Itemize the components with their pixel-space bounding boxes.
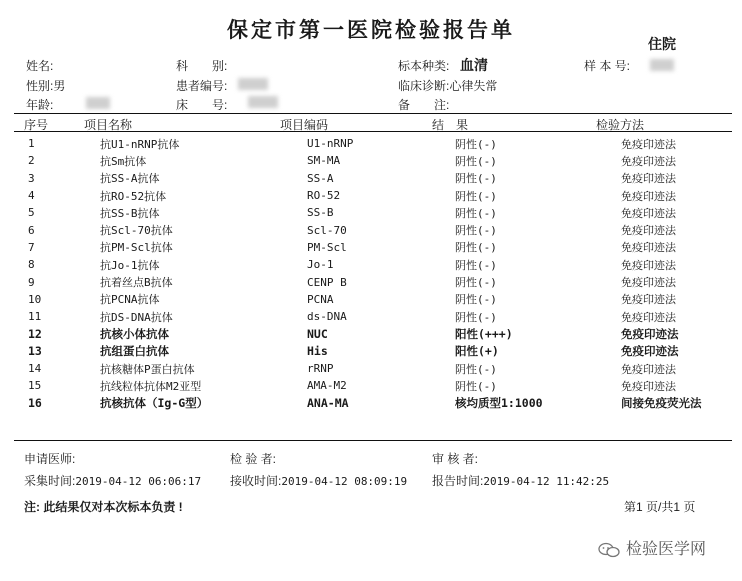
table-row xyxy=(0,204,741,221)
row-method: 免疫印迹法 xyxy=(621,258,676,272)
row-result: 阴性(-) xyxy=(455,293,497,307)
row-name: 抗SS-A抗体 xyxy=(100,172,160,186)
table-row xyxy=(0,343,741,360)
sex-value: 男 xyxy=(53,79,66,93)
report-title: 保定市第一医院检验报告单 xyxy=(227,18,515,42)
row-result: 阳性(+++) xyxy=(455,326,513,341)
col-code: 项目编码 xyxy=(280,118,329,132)
table-row xyxy=(0,325,741,342)
report-time: 2019-04-12 11:42:25 xyxy=(483,475,610,488)
table-row xyxy=(0,221,741,238)
row-code: SM-MA xyxy=(307,154,341,168)
sex-label: 性别:男 xyxy=(26,79,66,93)
collect-time-row xyxy=(24,472,201,489)
row-name: 抗U1-nRNP抗体 xyxy=(100,137,180,151)
tester-label: 检 验 者: xyxy=(230,452,277,466)
row-code: RO-52 xyxy=(307,189,341,203)
diagnosis-label: 临床诊断:心律失常 xyxy=(398,79,498,93)
table-row xyxy=(0,291,741,308)
row-method: 免疫印迹法 xyxy=(621,276,676,290)
row-no: 8 xyxy=(28,258,35,272)
footer-top-rule xyxy=(14,440,732,441)
row-result: 核均质型1:1000 xyxy=(455,396,543,411)
row-name: 抗核糖体P蛋白抗体 xyxy=(100,362,195,376)
row-no: 2 xyxy=(28,154,35,168)
row-method: 免疫印迹法 xyxy=(621,293,676,307)
row-method: 免疫印迹法 xyxy=(621,224,676,238)
report-time-row xyxy=(432,472,609,489)
row-result: 阴性(-) xyxy=(455,241,497,255)
col-name: 项目名称 xyxy=(84,118,133,132)
bed-label: 床 号: xyxy=(176,98,228,112)
row-method: 免疫印迹法 xyxy=(621,326,679,341)
row-result: 阴性(-) xyxy=(455,276,497,290)
row-code: AMA-M2 xyxy=(307,379,347,393)
results-table xyxy=(0,135,741,412)
receive-label: 接收时间: xyxy=(230,474,282,488)
collect-label: 采集时间: xyxy=(24,474,76,488)
table-row xyxy=(0,170,741,187)
row-result: 阴性(-) xyxy=(455,379,497,393)
report-label: 报告时间: xyxy=(432,474,484,488)
row-method: 免疫印迹法 xyxy=(621,379,676,393)
header-top-rule xyxy=(14,113,732,114)
row-name: 抗着丝点B抗体 xyxy=(100,276,173,290)
table-row xyxy=(0,394,741,411)
watermark xyxy=(598,536,706,559)
row-result: 阴性(-) xyxy=(455,310,497,324)
row-code: Jo-1 xyxy=(307,258,334,272)
dept-label: 科 别: xyxy=(176,59,228,73)
remark-label: 备 注: xyxy=(398,98,450,112)
wechat-icon xyxy=(598,542,620,558)
row-code: PCNA xyxy=(307,292,334,306)
row-code: NUC xyxy=(307,326,328,341)
row-no: 7 xyxy=(28,240,35,254)
collect-time: 2019-04-12 06:06:17 xyxy=(75,475,202,488)
table-row xyxy=(0,360,741,377)
row-method: 间接免疫荧光法 xyxy=(621,396,702,411)
row-no: 12 xyxy=(28,326,42,341)
row-name: 抗Scl-70抗体 xyxy=(100,224,173,238)
page-indicator: 第1 页/共1 页 xyxy=(624,500,696,514)
specimen-label: 标本种类: xyxy=(398,59,450,73)
row-name: 抗PM-Scl抗体 xyxy=(100,241,173,255)
row-result: 阴性(-) xyxy=(455,189,497,203)
row-method: 免疫印迹法 xyxy=(621,310,676,324)
row-no: 4 xyxy=(28,189,35,203)
table-row xyxy=(0,377,741,394)
row-result: 阴性(-) xyxy=(455,362,497,376)
table-row xyxy=(0,273,741,290)
row-code: Scl-70 xyxy=(307,223,347,237)
specimen-value: 血清 xyxy=(460,57,488,73)
results-body xyxy=(0,135,741,412)
row-method: 免疫印迹法 xyxy=(621,241,676,255)
row-method: 免疫印迹法 xyxy=(621,137,676,151)
row-name: 抗PCNA抗体 xyxy=(100,293,160,307)
receive-time-row xyxy=(230,472,407,489)
row-code: PM-Scl xyxy=(307,240,347,254)
age-label: 年龄: xyxy=(26,98,54,112)
table-row xyxy=(0,239,741,256)
table-row xyxy=(0,152,741,169)
receive-time: 2019-04-12 08:09:19 xyxy=(281,475,408,488)
table-row xyxy=(0,308,741,325)
row-method: 免疫印迹法 xyxy=(621,362,676,376)
row-result: 阴性(-) xyxy=(455,137,497,151)
row-result: 阴性(-) xyxy=(455,172,497,186)
row-method: 免疫印迹法 xyxy=(621,154,676,168)
row-name: 抗组蛋白抗体 xyxy=(100,344,169,359)
row-method: 免疫印迹法 xyxy=(621,189,676,203)
col-result: 结 果 xyxy=(432,118,469,132)
table-row xyxy=(0,187,741,204)
col-method: 检验方法 xyxy=(596,118,645,132)
row-result: 阴性(-) xyxy=(455,154,497,168)
diagnosis-value: 心律失常 xyxy=(449,79,498,93)
row-method: 免疫印迹法 xyxy=(621,344,679,359)
row-result: 阳性(+) xyxy=(455,344,499,359)
name-label: 姓名: xyxy=(26,59,54,73)
patient-no-label: 患者编号: xyxy=(176,79,228,93)
redacted-patient-no xyxy=(238,78,268,90)
row-no: 9 xyxy=(28,275,35,289)
row-no: 5 xyxy=(28,206,35,220)
row-no: 14 xyxy=(28,362,42,375)
reviewer-label: 审 核 者: xyxy=(432,452,479,466)
col-no: 序号 xyxy=(24,118,49,132)
ward-label: 住院 xyxy=(648,37,676,53)
row-name: 抗线粒体抗体M2亚型 xyxy=(100,379,202,393)
row-name: 抗SS-B抗体 xyxy=(100,206,160,220)
redacted-sample-no xyxy=(650,59,674,71)
row-no: 6 xyxy=(28,223,35,237)
row-method: 免疫印迹法 xyxy=(621,172,676,186)
row-code: ds-DNA xyxy=(307,310,347,324)
row-code: rRNP xyxy=(307,362,334,375)
row-code: SS-A xyxy=(307,171,334,185)
row-code: SS-B xyxy=(307,206,334,220)
row-code: CENP B xyxy=(307,275,347,289)
row-no: 16 xyxy=(28,396,42,411)
watermark-text: 检验医学网 xyxy=(626,541,707,558)
row-code: ANA-MA xyxy=(307,396,349,411)
row-no: 10 xyxy=(28,292,42,306)
table-row xyxy=(0,256,741,273)
row-no: 1 xyxy=(28,137,35,151)
row-no: 15 xyxy=(28,379,42,393)
redacted-age xyxy=(86,97,110,109)
row-result: 阴性(-) xyxy=(455,224,497,238)
sample-no-label: 样 本 号: xyxy=(584,59,631,73)
row-name: 抗RO-52抗体 xyxy=(100,189,167,203)
row-no: 13 xyxy=(28,344,42,359)
row-code: His xyxy=(307,344,328,359)
row-name: 抗DS-DNA抗体 xyxy=(100,310,173,324)
disclaimer-note: 注: 此结果仅对本次标本负责 ! xyxy=(24,500,183,514)
table-row xyxy=(0,135,741,152)
row-name: 抗核小体抗体 xyxy=(100,326,169,341)
row-result: 阴性(-) xyxy=(455,258,497,272)
row-method: 免疫印迹法 xyxy=(621,206,676,220)
row-no: 3 xyxy=(28,171,35,185)
doctor-label: 申请医师: xyxy=(24,452,76,466)
row-name: 抗Jo-1抗体 xyxy=(100,258,160,272)
redacted-bed xyxy=(248,96,278,108)
header-bottom-rule xyxy=(14,131,732,132)
row-no: 11 xyxy=(28,310,42,324)
row-result: 阴性(-) xyxy=(455,206,497,220)
row-name: 抗核抗体（Ig-G型） xyxy=(100,396,209,411)
row-name: 抗Sm抗体 xyxy=(100,154,147,168)
row-code: U1-nRNP xyxy=(307,137,354,151)
